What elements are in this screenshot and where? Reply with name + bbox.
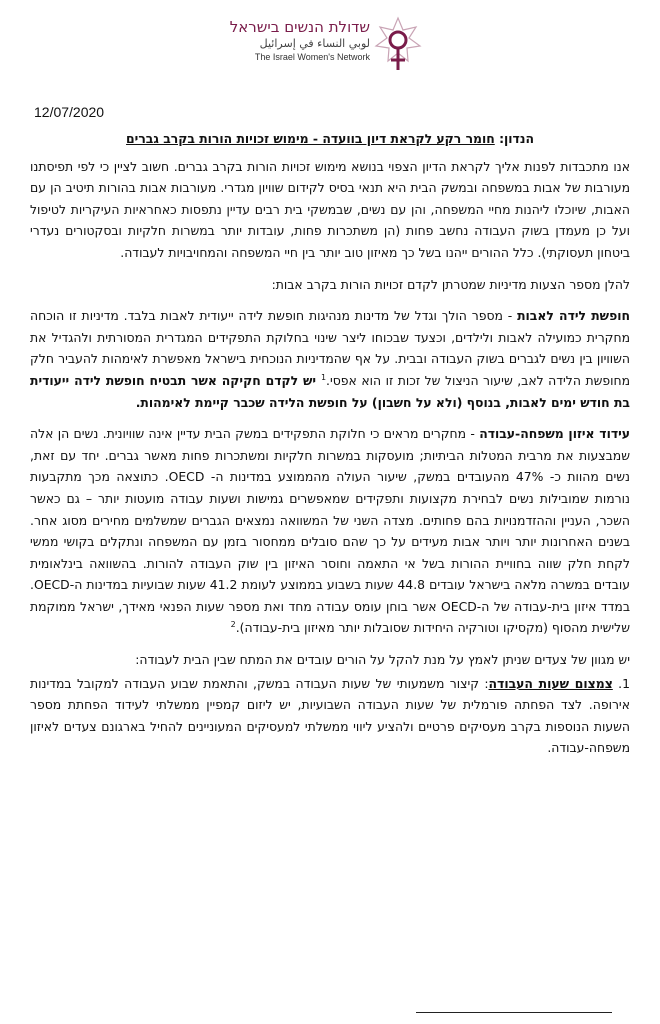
org-name-block xyxy=(230,18,370,64)
step1-text: : קיצור משמעותי של שעות העבודה במשק, והתאמת שבוע העבודה למקובל במדינות אירופה. לצד הפחתה פורמלית של שעות העבודה השבועיות, יש ליזום קמפיין ממשלתי לעידוד הפחתת מספר השעות הנוספות בקרב מעסיקים פרטיים ולהציע ליווי ממשלתי למעסיקים המעוניינים להחיל בארגונם צעדים לאיזון משפחה-עבודה. xyxy=(30,675,630,756)
section2-text: - מחקרים מראים כי חלוקת התפקידים במשק הבית עדיין אינה שוויונית. נשים הן אלה שמבצעות את מרבית המטלות הביתיות; מועסקות במשרות חלקיות ומשתכרות פחות מאשר גברים. יחד עם זאת, נשים מהוות כ- 47% מהעובדים במשק, שיעור העולה מהממוצע במדינות ה- OECD. כתוצאה מכך מתקבעות נורמות שמובילות נשים לבחירת מקצועות ותפקידים שמאפשרים גמישות ושעות עבודה מועטות יותר – גם כאשר השכר, העניין וההזדמנויות בהם פחותים. מצדה השני של המשוואה נמצאים הגברים שמשלמים מחירים מסוג אחר. בשנים האחרונות יותר ויותר אבות מעידים על כך שהם סובלים ממחסור בזמן עם המשפחה ונתקלים בקושי ממשי לקחת חלק שווה בחוויית ההורות בשל אי התאמה וחוסר האיזון בין שוק העבודה להורות. בהשוואה בינלאומית עובדים במשרה מלאה בישראל עובדים 44.8 שעות בשבוע בממוצע לעומת 41.2 שעות שבועיות במדינות ה-OECD. במדד איזון בית-עבודה של ה-OECD אשר בוחן עומס עבודה מחד ואת מספר שעות הפנאי מאידך, ישראל ממוקמת שלישית מהסוף (מקסיקו וטורקיה היחידות שסובלות יותר מאיזון בית-עבודה). xyxy=(30,426,631,636)
letter-date: 12/07/2020 xyxy=(34,104,105,120)
letter-body xyxy=(30,128,630,769)
intro-paragraph: אנו מתכבדות לפנות אליך לקראת הדיון הצפוי בנושא מימוש זכויות הורות בקרב גברים. חשוב לציין כי לפי תפיסתנו מעורבות של אבות במשפחה ובמשק הבית היא תנאי בסיס לקידום שוויון מגדרי. מעורבות אבות בהורות תיטיב הן עם האבות, שיוכלו ליהנות מחיי המשפחה, והן עם נשים, שבמשקי בית רבים עדיין נתפסות כאחראיות העיקריות לטיפול ועל כן מעמדן בשוק העבודה נחשב פחות (הן משתכרות פחות, עובדות יותר במשרות חלקיות ובסקטורים נעדרי ביטחון תעסוקתי). כלל ההורים ייהנו בשל כך מאיזון טוב יותר בין חיי המשפחה והמחויבויות לעבודה. xyxy=(30,158,630,260)
letter-subject xyxy=(30,128,630,150)
subject-text: חומר רקע לקראת דיון בוועדה - מימוש זכויות הורות בקרב גברים xyxy=(126,131,495,146)
section2-title: עידוד איזון משפחה-עבודה xyxy=(479,426,631,442)
footnote-ref-1: 1 xyxy=(320,372,327,382)
footnote-ref-2: 2 xyxy=(230,620,236,630)
step1-number: 1. xyxy=(612,675,630,691)
org-name-english: The Israel Women's Network xyxy=(254,52,370,62)
section1-text: - מספר הולך וגדל של מדינות מנהיגות חופשת לידה ייעודית לאבות בלבד. מדיניות זו הוכחה מחקרית כמועילה לאבות ולילדים, וכצעד שבכוחו ליצר שינוי בחלוקת התפקידים המגדרית המסורתית ולהגדיל את השוויון בין נשים לגברים בשוק העבודה ובבית. על אף שהמדיניות הנוכחית בישראל מאפשרת לאימהות להעביר חלק מחופשת הלידה לאב, שיעור הניצול של זכות זו הוא אפסי. xyxy=(30,308,630,388)
step1-title: צמצום שעות העבודה xyxy=(488,675,613,691)
steps-intro: יש מגוון של צעדים שניתן לאמץ על מנת להקל על הורים עובדים את המתח שבין הבית לעבודה: xyxy=(135,652,630,668)
step-1 xyxy=(30,673,630,759)
section1-title: חופשת לידה לאבות xyxy=(517,308,630,324)
proposals-intro: להלן מספר הצעות מדיניות שמטרתן לקדם זכויות הורות בקרב אבות: xyxy=(271,276,630,292)
section-work-family-balance xyxy=(30,423,630,639)
section1-recommendation: יש לקדם חקיקה אשר תבטיח חופשת לידה ייעודית בת חודש ימים לאבות, בנוסף (ולא על חשבון) על חופשת הלידה שכבר קיימת לאימהות. xyxy=(30,372,630,410)
star-female-symbol-icon xyxy=(374,16,422,74)
section-paternity-leave xyxy=(30,305,630,413)
org-name-arabic: لوبي النساء في إسرائيل xyxy=(259,37,370,50)
subject-prefix: הנדון: xyxy=(494,131,534,146)
org-logo xyxy=(229,14,430,74)
org-name-hebrew: שדולת הנשים בישראל xyxy=(229,18,370,36)
footnote-separator-line xyxy=(416,1012,612,1013)
